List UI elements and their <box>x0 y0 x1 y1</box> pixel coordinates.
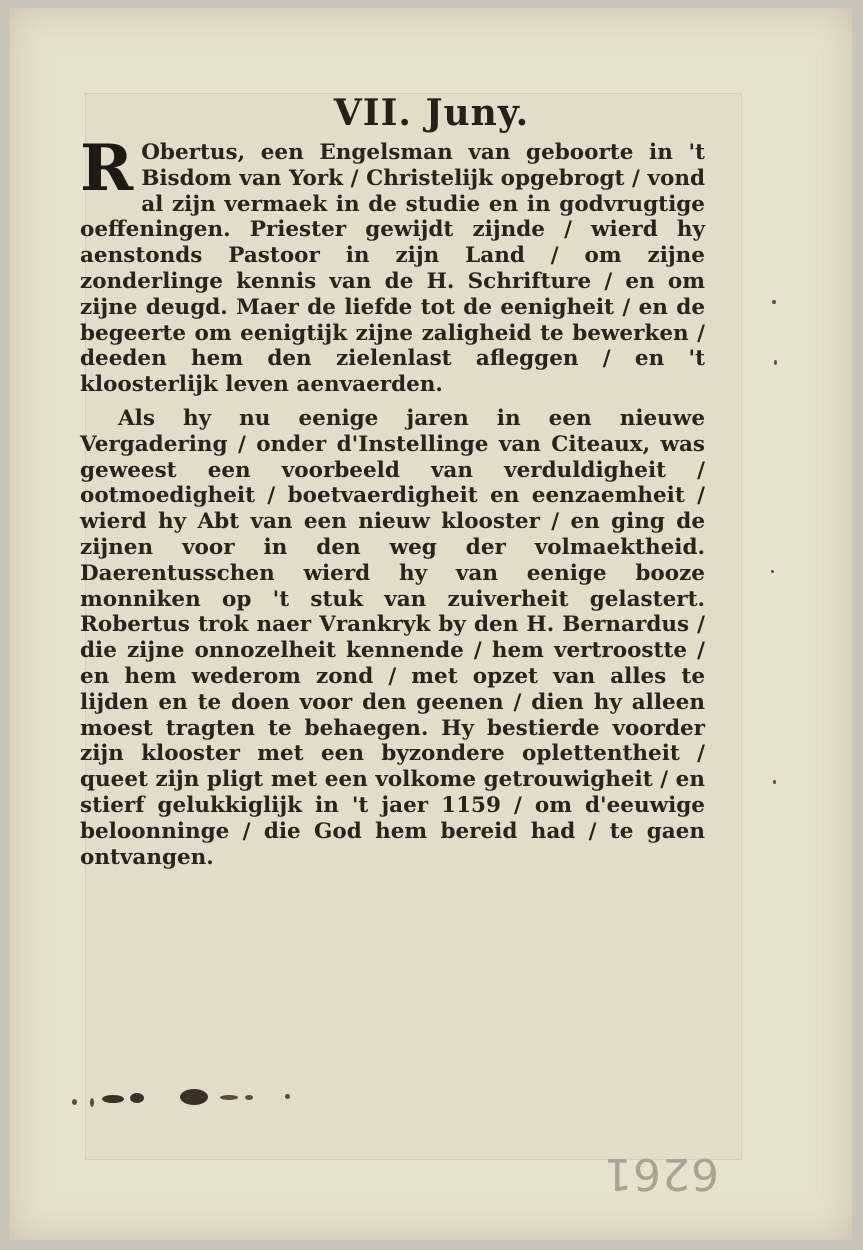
drop-cap: R <box>80 131 134 206</box>
paragraph-1 <box>80 131 705 398</box>
paragraph-2: Als hy nu eenige jaren in een nieuwe Vergadering / onder d'Instellinge van Citeaux, was geweest een voorbeeld van verduldigheit / ootmoedigheit / boetvaerdigheit en eenzaemheit / wierd hy Abt van een nieuw klooster / en ging de zijnen voor in den weg der volmaektheid. Daerentusschen wierd hy van eenige booze monniken op 't stuk van zuiverheit gelastert. Robertus trok naer Vrankryk by den H. Bernardus / die zijne onnozelheit kennende / hem vertroostte / en hem wederom zond / met opzet van alles te lijden en te doen voor den geenen / dien hy alleen moest tragten te behaegen. Hy bestierde voorder zijn klooster met een byzondere oplettentheit / queet zijn pligt met een volkome getrouwigheit / en stierf gelukkiglijk in 't jaer 1159 / om d'eeuwige beloonninge / die God hem bereid had / te gaen ontvangen. <box>80 405 705 870</box>
margin-marks <box>770 300 800 800</box>
ink-blots <box>70 1085 330 1110</box>
page-title: VII. Juny. <box>333 92 530 134</box>
paragraph-1-text: Obertus, een Engelsman van geboorte in 't Bisdom van York / Christelijk opgebrogt / vond al zijn vermaek in de studie en in godvrugtige oeffeningen. Priester gewijdt zijnde / wierd hy aenstonds Pastoor in zijn Land / om zijne zonderlinge kennis van de H. Schrifture / en om zijne deugd. Maer de liefde tot de eenigheit / en de begeerte om eenigtijk zijne zaligheid te bewerken / deeden hem den zielenlast afleggen / en 't kloosterlijk leven aenvaerden. <box>80 140 705 398</box>
body-text <box>80 131 705 870</box>
inventory-number: 6261 <box>603 1148 719 1199</box>
